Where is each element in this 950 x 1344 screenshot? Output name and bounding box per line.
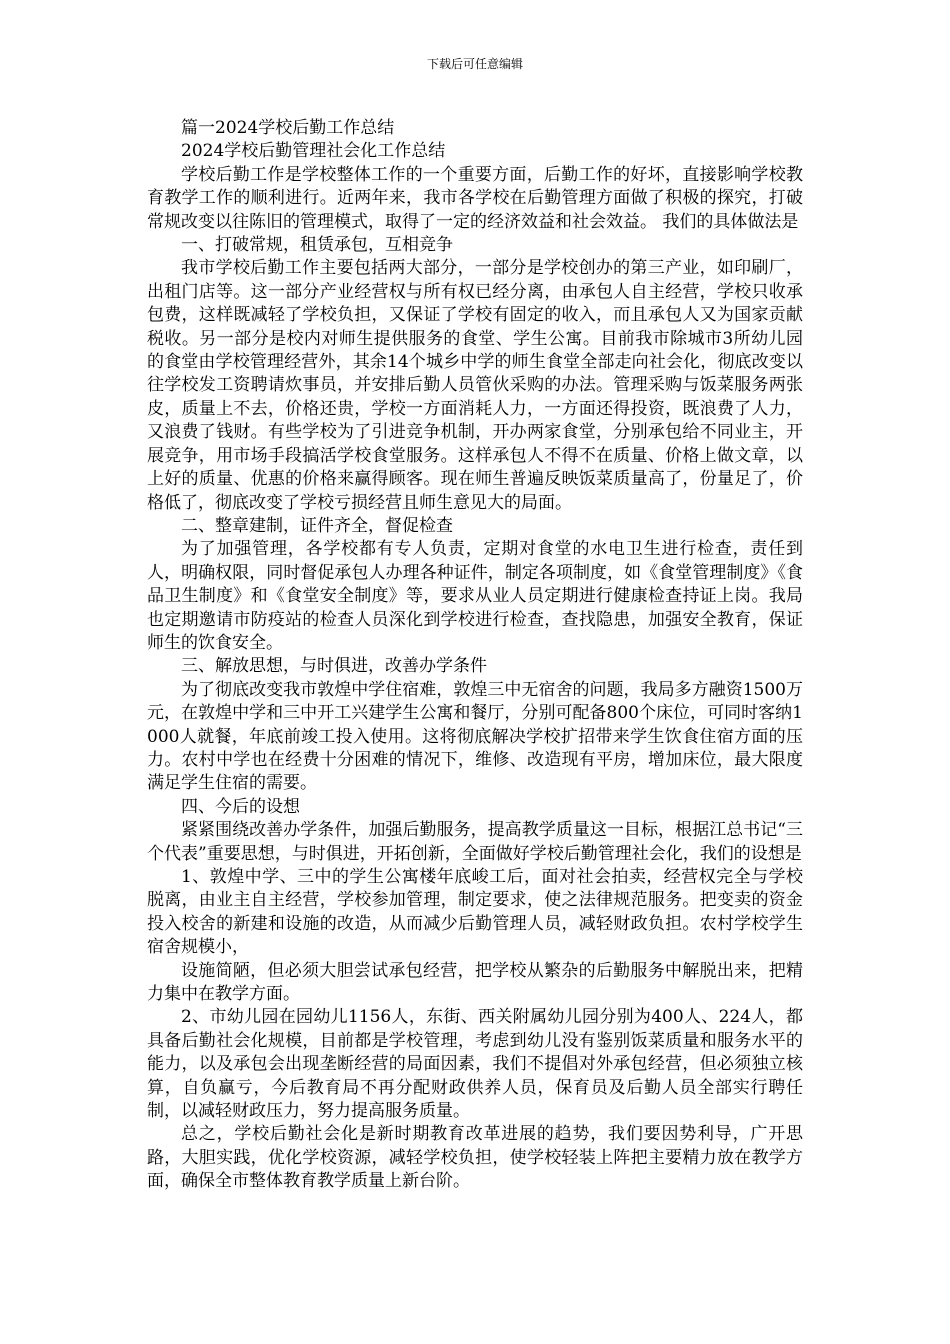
paragraph-plan-1: 1、敦煌中学、三中的学生公寓楼年底峻工后，面对社会拍卖，经营权完全与学校脱离，由业主自主经营，学校参加管理，制定要求，使之法律规范服务。把变卖的资金投入校舍的新建和设施的改造，从而减少后勤管理人员，减轻财政负担。农村学校学生宿舍规模小，	[147, 867, 803, 958]
paragraph-section-1: 我市学校后勤工作主要包括两大部分，一部分是学校创办的第三产业，如印刷厂，出租门店等。这一部分产业经营权与所有权已经分离，由承包人自主经营，学校只收承包费，这样既减轻了学校负担，又保证了学校有固定的收入，而且承包人又为国家贡献税收。另一部分是校内对师生提供服务的食堂、学生公寓。目前我市除城市3所幼儿园的食堂由学校管理经营外，其余14个城乡中学的师生食堂全部走向社会化，彻底改变以往学校发工资聘请炊事员，并安排后勤人员管伙采购的办法。管理采购与饭菜服务两张皮，质量上不去，价格还贵，学校一方面消耗人力，一方面还得投资，既浪费了人力，又浪费了钱财。有些学校为了引进竞争机制，开办两家食堂，分别承包给不同业主，开展竞争，用市场手段搞活学校食堂服务。这样承包人不得不在质量、价格上做文章，以上好的质量、优惠的价格来赢得顾客。现在师生普遍反映饭菜质量高了，份量足了，价格低了，彻底改变了学校亏损经营且师生意见大的局面。	[147, 258, 803, 513]
document-subtitle: 2024学校后勤管理社会化工作总结	[181, 141, 446, 162]
section-heading-4: 四、今后的设想	[181, 796, 300, 817]
paragraph-conclusion: 总之，学校后勤社会化是新时期教育改革进展的趋势，我们要因势利导，广开思路，大胆实践，优化学校资源，减轻学校负担，使学校轻装上阵把主要精力放在教学方面，确保全市整体教育教学质量上新台阶。	[147, 1124, 803, 1192]
section-heading-3: 三、解放思想，与时俱进，改善办学条件	[181, 656, 487, 677]
paragraph-section-4-intro: 紧紧围绕改善办学条件，加强后勤服务，提高教学质量这一目标，根据江总书记“三个代表”重要思想，与时俱进，开拓创新，全面做好学校后勤管理社会化，我们的设想是	[147, 820, 803, 864]
paragraph-plan-2: 2、市幼儿园在园幼儿1156人，东街、西关附属幼儿园分别为400人、224人，都具备后勤社会化规模，目前都是学校管理，考虑到幼儿没有鉴别饭菜质量和服务水平的能力，以及承包会出现垄断经营的局面因素，我们不提倡对外承包经营，但必须独立核算，自负赢亏，今后教育局不再分配财政供养人员，保育员及后勤人员全部实行聘任制，以减轻财政压力，努力提高服务质量。	[147, 1007, 803, 1122]
paragraph-section-2: 为了加强管理，各学校都有专人负责，定期对食堂的水电卫生进行检查，责任到人，明确权限，同时督促承包人办理各种证件，制定各项制度，如《食堂管理制度》《食品卫生制度》和《食堂安全制度》等，要求从业人员定期进行健康检查持证上岗。我局也定期邀请市防疫站的检查人员深化到学校进行检查，查找隐患，加强安全教育，保证师生的饮食安全。	[147, 539, 803, 653]
page-header-note: 下载后可任意编辑	[426, 57, 523, 71]
paragraph-section-3: 为了彻底改变我市敦煌中学住宿难，敦煌三中无宿舍的问题，我局多方融资1500万元，在敦煌中学和三中开工兴建学生公寓和餐厅，分别可配备800个床位，可同时客纳1000人就餐，年底前竣工投入使用。这将彻底解决学校扩招带来学生饮食住宿方面的压力。农村中学也在经费十分困难的情况下，维修、改造现有平房，增加床位，最大限度满足学生住宿的需要。	[147, 679, 803, 794]
section-heading-1: 一、打破常规，租赁承包，互相竞争	[181, 235, 453, 256]
paragraph-plan-1-cont: 设施简陋，但必须大胆尝试承包经营，把学校从繁杂的后勤服务中解脱出来，把精力集中在教学方面。	[147, 960, 803, 1005]
paragraph-intro: 学校后勤工作是学校整体工作的一个重要方面，后勤工作的好坏，直接影响学校教育教学工作的顺利进行。近两年来，我市各学校在后勤管理方面做了积极的探究，打破常规改变以往陈旧的管理模式，取得了一定的经济效益和社会效益。 我们的具体做法是	[147, 164, 803, 232]
section-heading-2: 二、整章建制，证件齐全，督促检查	[181, 515, 453, 536]
document-title: 篇一2024学校后勤工作总结	[181, 118, 395, 138]
document-body	[147, 117, 803, 1194]
